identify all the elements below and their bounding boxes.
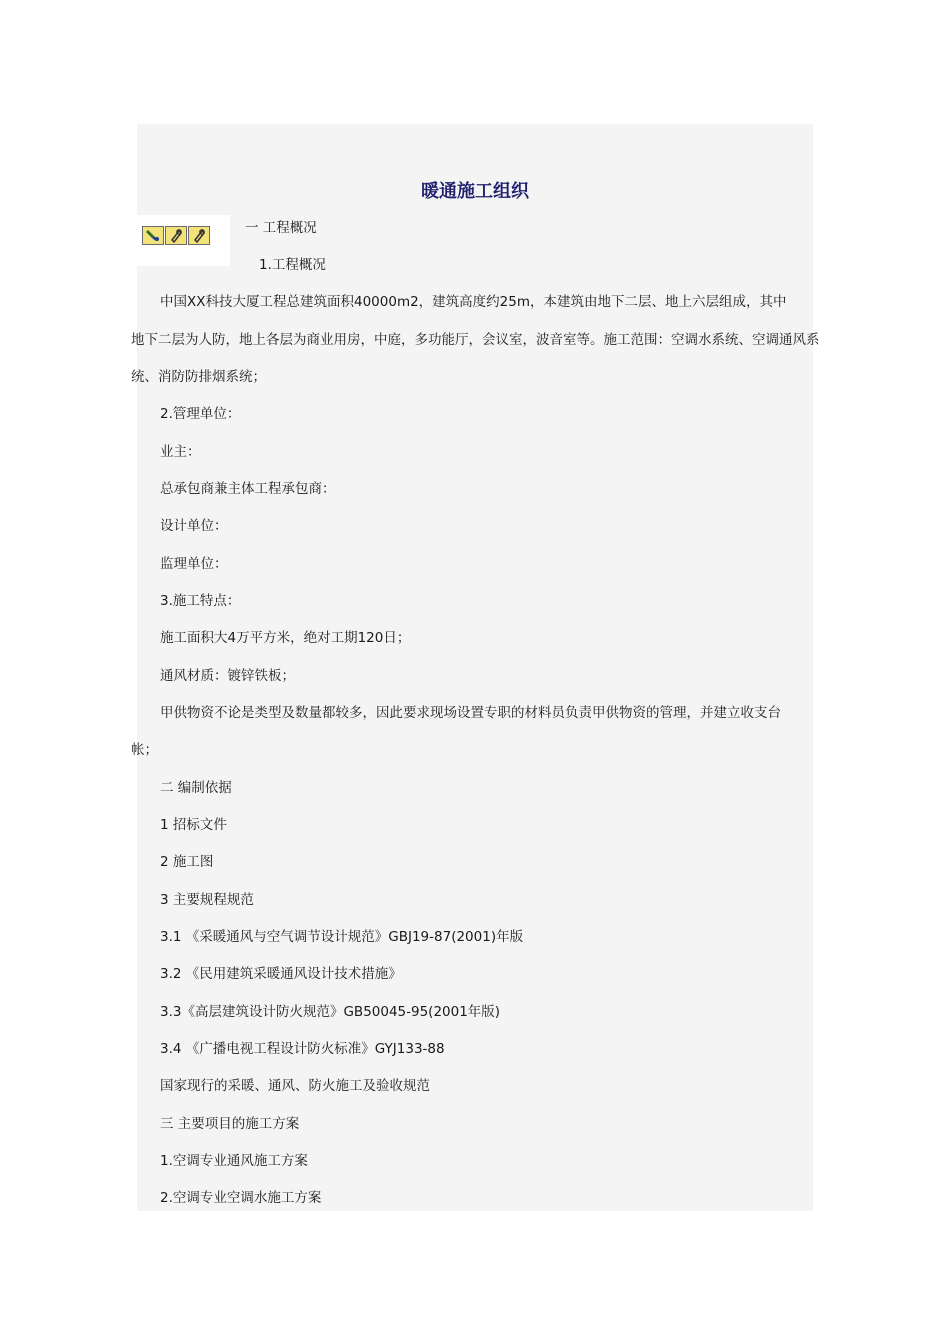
list-item: 1 招标文件 [160, 817, 227, 833]
list-item: 2.空调专业空调水施工方案 [160, 1190, 322, 1206]
list-item: 3.4 《广播电视工程设计防火标准》GYJ133-88 [160, 1041, 445, 1057]
list-item: 3.2 《民用建筑采暖通风设计技术措施》 [160, 966, 402, 982]
paragraph-line: 通风材质：镀锌铁板； [160, 668, 295, 684]
paragraph-line: 中国XX科技大厦工程总建筑面积40000m2，建筑高度约25m，本建筑由地下二层、地上六层组成，其中 [160, 294, 787, 310]
edit-icon[interactable] [142, 226, 164, 245]
section-heading: 三 主要项目的施工方案 [160, 1116, 300, 1132]
paragraph-line: 施工面积大4万平方米，绝对工期120日； [160, 630, 411, 646]
subsection-heading: 1.工程概况 [259, 257, 326, 273]
paragraph-line: 帐； [131, 742, 158, 758]
icon-strip [142, 226, 210, 245]
field-label: 设计单位： [160, 518, 228, 534]
paragraph-line: 甲供物资不论是类型及数量都较多，因此要求现场设置专职的材料员负责甲供物资的管理，并建立收支台 [160, 705, 781, 721]
subsection-heading: 2.管理单位： [160, 406, 241, 422]
tool-icon[interactable] [188, 226, 210, 245]
list-item: 1.空调专业通风施工方案 [160, 1153, 308, 1169]
list-item: 国家现行的采暖、通风、防火施工及验收规范 [160, 1078, 430, 1094]
subsection-heading: 3.施工特点： [160, 593, 241, 609]
field-label: 总承包商兼主体工程承包商： [160, 481, 336, 497]
list-item: 2 施工图 [160, 854, 214, 870]
paragraph-line: 统、消防防排烟系统； [131, 369, 266, 385]
paragraph-line: 地下二层为人防，地上各层为商业用房，中庭，多功能厅，会议室，波音室等。施工范围：空调水系统、空调通风系 [131, 332, 820, 348]
list-item: 3.3《高层建筑设计防火规范》GB50045-95(2001年版) [160, 1004, 501, 1020]
field-label: 监理单位： [160, 556, 228, 572]
field-label: 业主： [160, 444, 201, 460]
section-heading: 二 编制依据 [160, 780, 232, 796]
document-title: 暖通施工组织 [421, 181, 529, 202]
tool-icon[interactable] [165, 226, 187, 245]
section-heading: 一 工程概况 [245, 220, 317, 236]
list-item: 3 主要规程规范 [160, 892, 254, 908]
list-item: 3.1 《采暖通风与空气调节设计规范》GBJ19-87(2001)年版 [160, 929, 524, 945]
